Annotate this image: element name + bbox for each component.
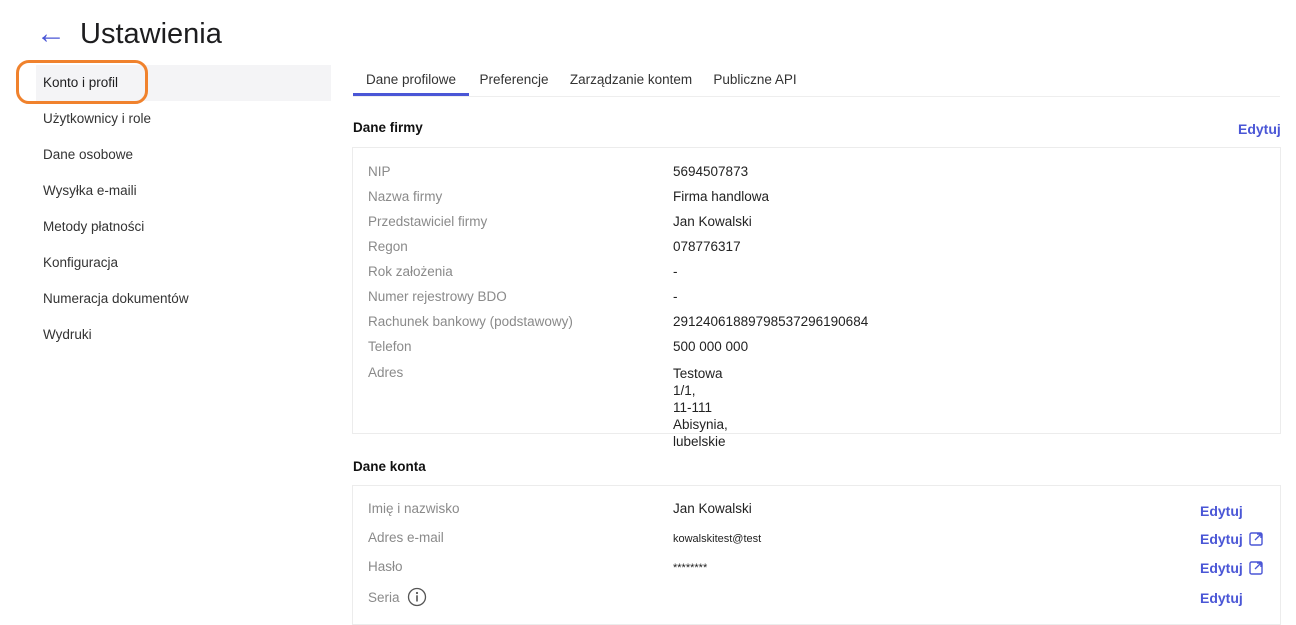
- company-row-nazwa-firmy: [368, 189, 770, 204]
- info-icon[interactable]: [407, 587, 427, 610]
- edit-label: Edytuj: [1200, 590, 1243, 606]
- sidebar-item-konto-i-profil[interactable]: Konto i profil: [36, 65, 331, 101]
- row-value: -: [673, 264, 678, 279]
- row-value: -: [673, 289, 678, 304]
- row-label: Rok założenia: [368, 264, 453, 279]
- account-row-seria: [368, 587, 427, 610]
- sidebar-item-uzytkownicy-i-role[interactable]: Użytkownicy i role: [43, 111, 152, 126]
- edit-password-link[interactable]: [1200, 560, 1263, 576]
- row-label: Rachunek bankowy (podstawowy): [368, 314, 573, 329]
- edit-email-link[interactable]: [1200, 531, 1263, 547]
- edit-label: Edytuj: [1200, 531, 1243, 547]
- page-header: [36, 14, 222, 54]
- edit-name-link[interactable]: [1200, 503, 1243, 519]
- row-label: Numer rejestrowy BDO: [368, 289, 507, 304]
- row-label: NIP: [368, 164, 391, 179]
- row-label: Hasło: [368, 559, 403, 574]
- address-line: lubelskie: [673, 434, 726, 449]
- row-label: Telefon: [368, 339, 412, 354]
- row-value: 500 000 000: [673, 339, 749, 354]
- row-value: 078776317: [673, 239, 741, 254]
- company-row-nip: [368, 164, 749, 179]
- edit-label: Edytuj: [1200, 560, 1243, 576]
- row-value: 5694507873: [673, 164, 749, 179]
- row-value: Firma handlowa: [673, 189, 770, 204]
- row-label: Adres: [368, 365, 404, 380]
- tab-publiczne-api[interactable]: Publiczne API: [713, 72, 797, 87]
- row-value: 29124061889798537296190684: [673, 314, 869, 329]
- row-label: Regon: [368, 239, 408, 254]
- tab-dane-profilowe[interactable]: Dane profilowe: [353, 64, 469, 96]
- company-edit-link[interactable]: Edytuj: [1238, 121, 1281, 137]
- tab-preferencje[interactable]: Preferencje: [479, 72, 549, 87]
- company-section-title: Dane firmy: [353, 120, 423, 135]
- sidebar-item-konfiguracja[interactable]: Konfiguracja: [43, 255, 119, 270]
- row-value: Jan Kowalski: [673, 214, 752, 229]
- row-label: Adres e-mail: [368, 530, 444, 545]
- row-label: Nazwa firmy: [368, 189, 443, 204]
- company-row-adres: [368, 365, 728, 449]
- sidebar-item-wysylka-e-maili[interactable]: Wysyłka e-maili: [43, 183, 137, 198]
- address-value: [673, 365, 728, 450]
- company-row-telefon: [368, 339, 749, 354]
- company-details-panel: [352, 147, 1281, 449]
- row-label: Seria: [368, 590, 400, 606]
- row-label: Imię i nazwisko: [368, 501, 460, 516]
- external-link-icon: [1249, 532, 1263, 546]
- external-link-icon: [1249, 561, 1263, 575]
- sidebar-item-dane-osobowe[interactable]: Dane osobowe: [43, 147, 134, 162]
- address-line: Testowa 1/1,: [673, 366, 723, 398]
- profile-tabs: [353, 64, 1280, 97]
- arrow-left-icon[interactable]: ←: [36, 17, 66, 50]
- sidebar-item-metody-platnosci[interactable]: Metody płatności: [43, 219, 145, 234]
- account-details-panel: [352, 485, 1281, 625]
- company-row-bdo: [368, 289, 678, 304]
- company-row-rok-zalozenia: [368, 264, 678, 279]
- sidebar-item-wydruki[interactable]: Wydruki: [43, 327, 92, 342]
- edit-label: Edytuj: [1200, 503, 1243, 519]
- company-row-przedstawiciel: [368, 214, 752, 229]
- row-value: kowalskitest@test: [673, 533, 762, 545]
- account-row-imie: [368, 501, 752, 516]
- account-row-haslo: [368, 559, 708, 574]
- row-value: Jan Kowalski: [673, 501, 752, 516]
- edit-seria-link[interactable]: [1200, 590, 1243, 606]
- address-line: 11-111 Abisynia,: [673, 400, 728, 432]
- company-row-rachunek: [368, 314, 869, 329]
- tab-zarzadzanie-kontem[interactable]: Zarządzanie kontem: [569, 72, 693, 87]
- row-label: Przedstawiciel firmy: [368, 214, 488, 229]
- settings-sidebar: [36, 65, 331, 353]
- account-row-email: [368, 530, 762, 545]
- account-section-title: Dane konta: [353, 459, 426, 474]
- sidebar-item-numeracja-dokumentow[interactable]: Numeracja dokumentów: [43, 291, 189, 306]
- row-value: ********: [673, 562, 708, 574]
- page-title: Ustawienia: [80, 18, 222, 50]
- company-row-regon: [368, 239, 741, 254]
